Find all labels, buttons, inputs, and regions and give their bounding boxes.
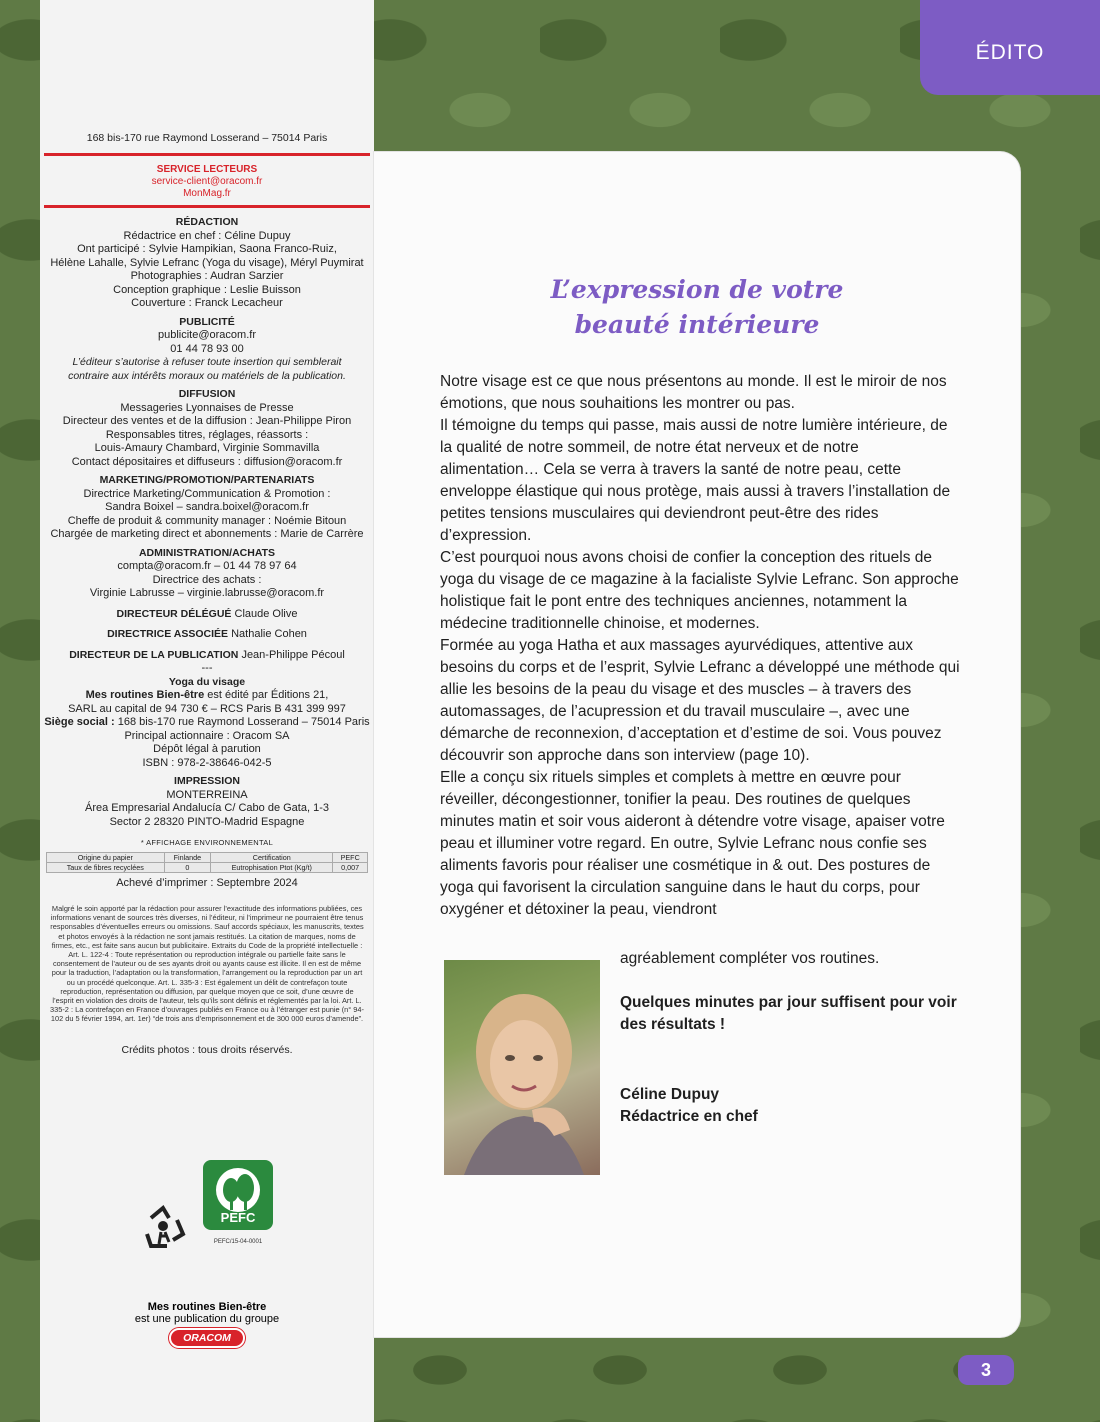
info-line: Principal actionnaire : Oracom SA <box>124 729 290 742</box>
pefc-label: PEFC <box>220 1210 256 1225</box>
redaction-line: Photographies : Audran Sarzier <box>130 270 284 282</box>
editorial-paragraph: Il témoigne du temps qui passe, mais aussi de notre lumière intérieure, de la qualité de notre sommeil, de notre état nerveux et de notre alimentation… Cela se verra à travers la santé de notre peau, cette enveloppe élastique qui nous protège, mais aussi à travers l’installation de petites tensions musculaires qui deviendront peut-être des rides d’expression. <box>440 417 951 544</box>
signature-name: Céline Dupuy <box>620 1086 720 1103</box>
table-cell: Taux de fibres recyclées <box>47 862 165 872</box>
edition-line <box>40 689 374 703</box>
administration-heading: ADMINISTRATION/ACHATS <box>138 546 276 559</box>
editorial-highlight: Quelques minutes par jour suffisent pour voir des résultats ! <box>620 994 957 1033</box>
certification-logos <box>40 1160 374 1260</box>
editorial-closing: agréablement compléter vos routines. <box>620 950 880 967</box>
marketing-line: Directrice Marketing/Communication & Promotion : <box>83 487 331 500</box>
table-cell: Finlande <box>164 852 211 862</box>
redaction-line: Rédactrice en chef : Céline Dupuy <box>123 229 291 242</box>
table-cell: Certification <box>211 852 333 862</box>
editorial-paragraph: C’est pourquoi nous avons choisi de confier la conception des rituels de yoga du visage de ce magazine à la facialiste Sylvie Lefranc. Son approche holistique fait le pont entre des techniques anciennes, notamment la médecine traditionnelle chinoise, et modernes. <box>440 549 959 632</box>
edition-title: Mes routines Bien-être <box>85 689 205 701</box>
diffusion-line: Directeur des ventes et de la diffusion : Jean-Philippe Piron <box>62 415 352 427</box>
table-cell: Origine du papier <box>47 852 165 862</box>
directeur-publication-label: DIRECTEUR DE LA PUBLICATION <box>69 648 239 661</box>
redaction-line: Ont participé : Sylvie Hampikian, Saona Franco-Ruiz, <box>77 243 337 255</box>
siege-label: Siège social : <box>44 716 115 728</box>
editorial-paragraph: Elle a conçu six rituels simples et complets à mettre en œuvre pour réveiller, décongestionner, tonifier la peau. Des routines de quelques minutes matin et soir vous aideront à détendre votre visage, apaiser votre peau et illuminer votre regard. En outre, Sylvie Lefranc nous confie ses aliments favoris pour réaliser une cosmétique in & out. Des postures de yoga qui favorisent la circulation sanguine dans le haut du corps, pour oxygéner et détoxiner la peau, viendront <box>440 769 945 918</box>
diffusion-line: Louis-Amaury Chambard, Virginie Sommavilla <box>94 442 320 454</box>
siege-line <box>40 716 374 730</box>
administration-line: Virginie Labrusse – virginie.labrusse@oracom.fr <box>89 587 325 599</box>
editorial-paragraph: Notre visage est ce que nous présentons au monde. Il est le miroir de nos émotions, que nous souhaitions les montrer ou pas. <box>440 373 947 412</box>
footer-brand-name: Mes routines Bien-être <box>147 1301 267 1313</box>
reader-service-heading: SERVICE LECTEURS <box>156 163 258 175</box>
directeur-delegue <box>40 608 374 622</box>
table-row <box>47 852 368 862</box>
publicite-email: publicite@oracom.fr <box>158 329 256 341</box>
footer-group-text: est une publication du groupe <box>134 1313 280 1325</box>
publicite-note: contraire aux intérêts moraux ou matériels de la publication. <box>68 369 346 382</box>
marketing-line: Chargée de marketing direct et abonnements : Marie de Carrère <box>50 528 364 540</box>
section-tab-label: ÉDITO <box>975 41 1045 64</box>
redaction-line: Couverture : Franck Lecacheur <box>131 297 283 309</box>
diffusion-heading: DIFFUSION <box>178 388 236 400</box>
editorial-body <box>440 371 960 921</box>
diffusion-line: Contact dépositaires et diffuseurs : diffusion@oracom.fr <box>71 455 343 468</box>
editorial-panel <box>374 152 1020 1337</box>
directrice-associee-name: Nathalie Cohen <box>231 628 307 640</box>
editorial-paragraph: Formée au yoga Hatha et aux massages ayurvédiques, attentive aux besoins du corps et de l’esprit, Sylvie Lefranc a développé une méthode qui allie les besoins de la peau du visage et des muscles – à travers des automassages, de l’acupression et du travail musculaire –, avec une démarche de reconnexion, d’acceptation et d’estime de soi. Vous pouvez découvrir son approche dans son interview (page 10). <box>440 637 960 764</box>
table-row <box>47 862 368 872</box>
marketing-line: Cheffe de produit & community manager : Noémie Bitoun <box>67 514 347 527</box>
sarl-line: SARL au capital de 94 730 € – RCS Paris B 431 399 997 <box>68 702 346 715</box>
directeur-delegue-name: Claude Olive <box>234 607 298 620</box>
pefc-code: PEFC/15-04-0001 <box>213 1239 263 1245</box>
publisher-footer <box>40 1301 374 1348</box>
portrait-illustration <box>444 960 600 1175</box>
reader-service-site: MonMag.fr <box>183 188 231 199</box>
publicite-note: L’éditeur s’autorise à refuser toute insertion qui semblerait <box>72 356 342 368</box>
editorial-signature <box>620 1084 960 1128</box>
directrice-associee <box>40 628 374 642</box>
table-cell: 0,007 <box>333 862 368 872</box>
red-divider-bottom <box>44 205 370 208</box>
impression-line: Sector 2 28320 PINTO-Madrid Espagne <box>109 815 305 828</box>
directeur-publication <box>40 649 374 663</box>
redaction-line: Conception graphique : Leslie Buisson <box>113 283 301 296</box>
separator: --- <box>201 662 213 674</box>
print-date: Achevé d’imprimer : Septembre 2024 <box>116 876 298 889</box>
env-table <box>46 852 368 873</box>
directeur-publication-name: Jean-Philippe Pécoul <box>241 648 345 661</box>
diffusion-line: Responsables titres, réglages, réassorts : <box>105 428 309 441</box>
section-tab <box>920 0 1100 95</box>
env-display-title: * AFFICHAGE ENVIRONNEMENTAL <box>140 838 274 847</box>
administration-line: Directrice des achats : <box>152 573 262 586</box>
administration-line: compta@oracom.fr – 01 44 78 97 64 <box>117 560 297 572</box>
legal-notice: Malgré le soin apporté par la rédaction pour assurer l’exactitude des informations publiées, ces informations venant de sources très diverses, ni l’éditeur, ni l’imprimeur ne pourraient être tenus responsables d’éventuelles erreurs ou omissions. Sauf accords spéciaux, les manuscrits, textes et photos envoyés à la rédaction ne sont jamais restitués. La citation de marques, noms de firmes, etc., est faite sans aucun but publicitaire. Extraits du Code de la propriété intellectuelle : Art. L. 122-4 : Toute représentation ou reproduction intégrale ou partielle faite sans le consentement de l’auteur ou de ses ayants droit ou ayants cause est illicite. Il en est de même pour la traduction, l’adaptation ou la transformation, l’arrangement ou la reproduction par un art ou un procédé quelconque. Art. L. 335-3 : Est également un délit de contrefaçon toute reproduction, représentation ou diffusion, par quelque moyen que ce soit, d’une œuvre de l’esprit en violation des droits de l’auteur, tels qu’ils sont définis et réglementés par la loi. Art. L. 335-2 : La contrefaçon en France d’ouvrages publiés en France ou à l’étranger est punie (n° 94-102 du 5 février 1994, art. 1er) “de trois ans d’emprisonnement et de 300 000 euros d’amende”. <box>50 904 364 1024</box>
author-portrait <box>444 960 600 1175</box>
editorial-headline <box>374 272 1020 342</box>
yoga-heading: Yoga du visage <box>168 675 246 688</box>
impression-line: Área Empresarial Andalucía C/ Cabo de Gata, 1-3 <box>85 802 329 814</box>
publisher-address: 168 bis-170 rue Raymond Losserand – 75014 Paris <box>86 132 328 144</box>
reader-service-block <box>40 156 374 206</box>
oracom-logo: ORACOM <box>169 1328 245 1348</box>
table-cell: PEFC <box>333 852 368 862</box>
redaction-line: Hélène Lahalle, Sylvie Lefranc (Yoga du visage), Méryl Puymirat <box>50 256 364 269</box>
publicite-heading: PUBLICITÉ <box>179 315 235 328</box>
table-cell: Eutrophisation Ptot (Kg/t) <box>211 862 333 872</box>
page-number: 3 <box>958 1355 1014 1385</box>
directrice-associee-label: DIRECTRICE ASSOCIÉE <box>107 628 229 640</box>
diffusion-line: Messageries Lyonnaises de Presse <box>120 401 294 414</box>
headline-line-1: L’expression de votre <box>550 275 844 304</box>
info-line: ISBN : 978-2-38646-042-5 <box>142 756 272 769</box>
pefc-logo <box>203 1160 273 1256</box>
publicite-phone: 01 44 78 93 00 <box>170 342 244 355</box>
table-cell: 0 <box>164 862 211 872</box>
marketing-heading: MARKETING/PROMOTION/PARTENARIATS <box>99 474 315 486</box>
recycle-icon <box>137 1200 193 1256</box>
edition-publisher: est édité par Éditions 21, <box>207 689 329 701</box>
signature-title: Rédactrice en chef <box>620 1108 758 1125</box>
photo-credits: Crédits photos : tous droits réservés. <box>121 1043 293 1056</box>
info-line: Dépôt légal à parution <box>153 743 261 755</box>
directeur-delegue-label: DIRECTEUR DÉLÉGUÉ <box>116 607 232 620</box>
redaction-heading: RÉDACTION <box>175 216 239 228</box>
marketing-line: Sandra Boixel – sandra.boixel@oracom.fr <box>105 501 309 513</box>
impression-line: MONTERREINA <box>166 788 248 801</box>
siege-address: 168 bis-170 rue Raymond Losserand – 75014 Paris <box>117 716 370 728</box>
impression-heading: IMPRESSION <box>174 775 240 787</box>
reader-service-email: service-client@oracom.fr <box>151 176 263 187</box>
headline-line-2: beauté intérieure <box>574 310 820 339</box>
